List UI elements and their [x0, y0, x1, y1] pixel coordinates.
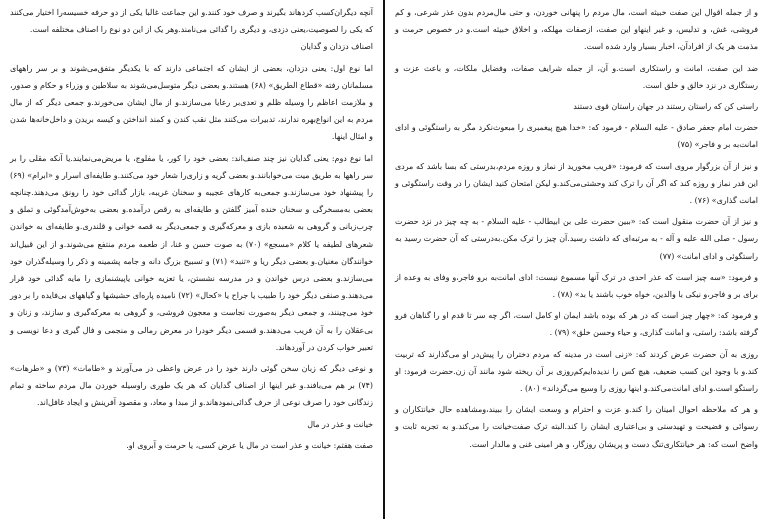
paragraph: و فرمود که: «چهار چیز است که در هر که بوده باشد ایمان او کامل است، اگر چه سر تا قدم او را گناهان فرو گرفته باشد: راستی، و امانت گذاری، و حیاء وحسن خلق» (۷۹) .: [395, 311, 758, 338]
paragraph: حضرت امام جعفر صادق - علیه السلام - فرمود که: «خدا هیچ پیغمبری را مبعوث‌نکرد مگر به راستگوئی و ادای امانت‌به بر و فاجر» (۷۵): [395, 123, 758, 150]
paragraph: و نیز از آن حضرت منقول است که: «ببین حضرت علی بن ابیطالب - علیه السلام - به چه چیز در نزد حضرت رسول - صلی الله علیه و آله - به مرتبه‌ای که داشت رسید.آن چیز را ترک مکن.به‌درستی که آن حضرت رسید به راستگوئی و ادای امانت» (۷۷): [395, 217, 758, 261]
paragraph: اما نوع اول: یعنی دزدان، بعضی از ایشان که اجتماعی دارند که با یکدیگر متفق‌می‌شوند و بر سر راههای مسلمانان رفته «قطاع الطریق» (۶۸) هستند.و بعضی دیگر متوسل‌می‌شوند به سلاطین و وزراء و حکام و صدور، و ملازمت اعاظم را وسیله ظلم و تعدی‌بر رعایا می‌سازند.و از مال ایشان می‌خورند.و جمعی دیگر که از مال مردم به این انواع‌بهره ندارند، تدبیرات می‌کنند مثل نقب کندن و کمند انداختن و کیسه بریدن و داخل‌خانه‌ها شدن و امثال اینها.: [10, 63, 373, 142]
paragraph: ضد این صفت، امانت و راستکاری است.و آن، از جمله شرایف صفات، وفضایل ملکات، و باعث عزت و رستگاری در نزد خالق و خلق است.: [395, 63, 758, 90]
verse-line: راستی کن که راستان رستند در جهان راستان قوی دستند: [573, 102, 758, 112]
section-heading: خیانت و عذر در مال: [307, 419, 373, 429]
paragraph: صفت هفتم: خیانت و عذر است در مال یا عرض کسی، یا حرمت و آبروی او.: [126, 440, 373, 450]
paragraph: و هر که ملاحظه احوال امینان را کند.و عزت و احترام و وسعت ایشان را ببیند،ومشاهده حال خیانتکاران و رسوائی و فضیحت و تهیدستی و بی‌اعتباری ایشان را کند.البته ترک صفت‌خیانت را می‌کند.و به تجربه ثابت و واضح است که: هر خیانتکاری‌تنگ دست و پریشان روزگار، و هر امینی غنی و مالدار است.: [395, 405, 758, 449]
paragraph: و نوعی دیگر که زبان سخن گوئی دارند خود را در عرض واعظی در می‌آورند و «طامات» (۷۳) و «طرهات» (۷۴) بر هم می‌بافند.و غیر اینها از اصناف گدایان که هر یک طوری راوسیله خوردن مال مردم ساخته و تمام زندگانی خود را صرف نوعی از حرف گدائی‌نمودهاند.و از مبدا و معاد، و مقصود آفرینش و ایجاد غافل‌اند.: [10, 364, 373, 408]
paragraph: روزی به آن حضرت عرض کردند که: «زنی است در مدینه که مردم دختران را پیش‌در او می‌گذارند که تربیت کند.و با وجود این کسب ضعیف، هیچ کس را ندیده‌ایم‌کم‌روزی بر آن ریخته شود مانند آن زن.حضرت فرمود: او راستگو است.و ادای امانت‌می‌کند.و اینها روزی را وسیع می‌گرداند» (۸۰) .: [395, 349, 758, 394]
paragraph: و فرمود: «سه چیز است که عذر احدی در ترک آنها مسموع نیست: ادای امانت‌به برو فاجر،و وفای به وعده از برای بر و فاجر،و نیکی با والدین، خواه خوب باشند یا بد» (۷۸) .: [395, 272, 758, 300]
paragraph: و از جمله اقوال این صفت خبیثه است، مال مردم را پنهانی خوردن، و حتی مال‌مردم بدون عذر شرعی، و کم فروشی، غش، و تدلیس، و غیر اینهاو این صفت، ازصفات مهلکه، و اخلاق خبیثه است.و در خصوص حرمت و مذمت هر یک از افرادآن، اخبار بسیار وارد شده است.: [395, 8, 758, 52]
paragraph: اما نوع دوم: یعنی گدایان نیز چند صنف‌اند: بعضی خود را کور، یا مفلوج، یا مریض‌می‌نمایند.یا آنکه مقلی را بر سر راهها به طریق میت می‌خوابانند.و بعضی گریه و زاری‌را شعار خود می‌کنند.و طایفه‌ای اسرار و «ابرام» (۶۹) را پیشنهاد خود می‌سازند.و جمعی‌به کارهای عجیبه و سخنان غریبه، بازار گدائی خود را رونق می‌دهند.چنانچه بعضی به‌مسخرگی و سخنان خنده آمیز گلفتن و طایفه‌ای به رقص درآمده.و بعضی به‌خوش‌آمدگوئی و تملق و چرب‌زبانی و گروهی به شعبده بازی و معرکه‌گیری و جمعی‌دیگر به قصه خوانی و قلندری.و طایفه‌ای به خواندن شعرهای لطیفه یا کلام «مسجع» (۷۰) به صوت حسن و غنا، از طعمه مردم منتفع می‌شوند.و از این قبیل‌اند خوانندگان مغنیان.و بعضی دیگر ریا و «تنبد» (۷۱) و تسبیح بزرگ دانه و جامه پشمینه و ذکر را وسیله‌گذران خود می‌سازند.و بعضی درس خواندن و در مدرسه نشستن، یا تعزیه خوانی یاپیشنمازی را مایه گدائی خود قرار می‌دهند.و صنفی دیگر خود را طبیب یا جراح یا «کحال» (۷۲) نامیده پاره‌ای حشیشها و گیاههای بی‌فایده را بر دور خود می‌چینند، و جمعی دیگر به‌صورت نجاست و معجون فروشی، و گروهی به معرکه‌گیری و سازند، و زنان و بی‌عقلان را به آن فریب می‌دهند.و قسمی دیگر خودرا در معرض رمالی و منجمی و فال گیری و دعا نویسی و تعبیر خواب کردن در آوردهاند.: [10, 153, 373, 352]
left-page: [0, 0, 383, 519]
paragraph: آنچه دیگران‌کسب کردهاند بگیرند و صرف خود کنند.و این جماعت غالبا یکی از دو حرفه خسیسه‌را اختیار می‌کنند که یکی را لصوصیت،یعنی دزدی، و دیگری را گدائی می‌نامند.وهر یک از این دو نوع را اصناف مختلفه است.: [10, 8, 373, 35]
paragraph: و نیز از آن بزرگوار مروی است که فرمود: «فریب مخورید از نماز و روزه مردم،بدرستی که بسا باشد که مردی این قدر نماز و روزه کند که اگر آن را ترک کند وحشتی‌می‌کند.و لیکن امتحان کنید ایشان را در وقت راستگوئی و امانت گذاری» (۷۶) .: [395, 161, 758, 206]
right-page: [385, 0, 768, 519]
section-heading: اصناف دزدان و گدایان: [300, 42, 373, 52]
